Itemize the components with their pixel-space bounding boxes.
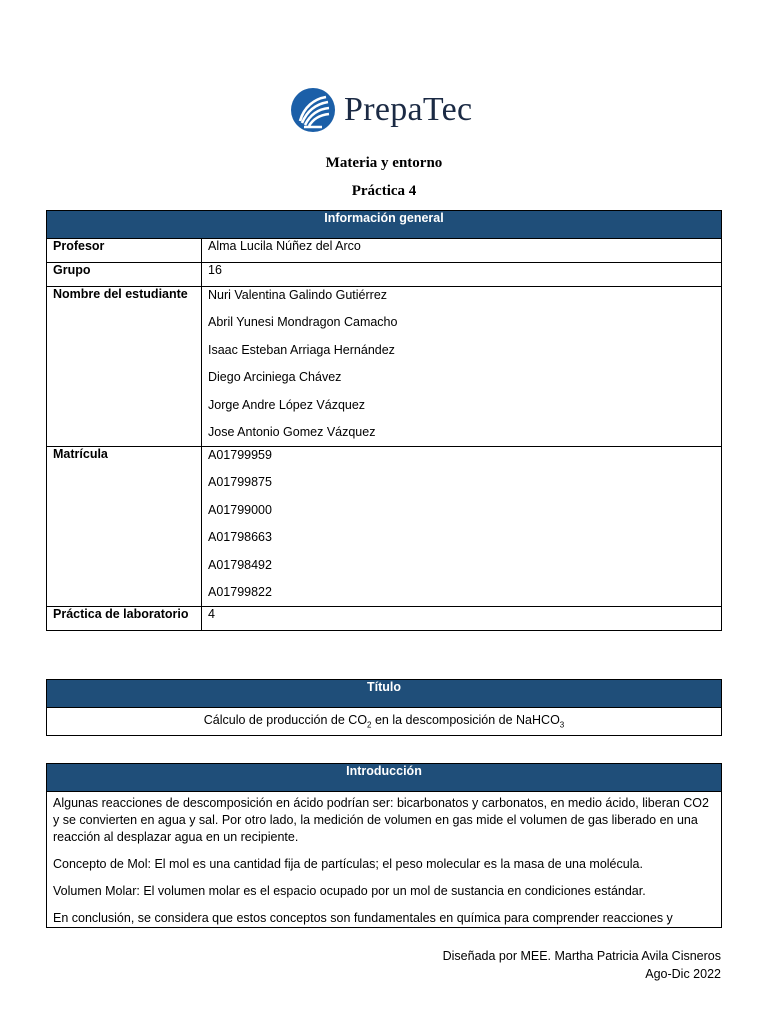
matricula-value: A01799959	[208, 447, 272, 462]
estudiante-name: Jorge Andre López Vázquez	[208, 397, 366, 412]
estudiante-name: Abril Yunesi Mondragon Camacho	[208, 315, 398, 330]
general-info-header: Información general	[47, 211, 722, 239]
introduccion-header: Introducción	[47, 764, 722, 792]
titulo-header: Título	[47, 680, 722, 708]
practica-label: Práctica de laboratorio	[47, 606, 202, 630]
logo-text: PrepaTec	[344, 91, 473, 128]
intro-paragraph: Algunas reacciones de descomposición en ácido podrían ser: bicarbonatos y carbonatos, en medio ácido, liberan CO2 y se convierten en agua y sal. Por otro lado, la medición de volumen en gas mide el volumen de gas liberado en una reacción al desplazar agua en un recipiente.	[53, 796, 709, 844]
estudiante-label: Nombre del estudiante	[47, 287, 202, 447]
estudiante-name: Diego Arciniega Chávez	[208, 370, 342, 385]
course-title: Materia y entorno	[325, 155, 443, 171]
matricula-value: A01798663	[208, 530, 272, 545]
tec-flame-seal-icon	[290, 87, 336, 133]
estudiante-name: Jose Antonio Gomez Vázquez	[208, 424, 376, 439]
matriculas-list	[202, 446, 722, 606]
footer	[443, 947, 721, 983]
matricula-value: A01799875	[208, 475, 272, 490]
profesor-label: Profesor	[47, 239, 202, 263]
profesor-value: Alma Lucila Núñez del Arco	[202, 239, 722, 263]
grupo-value: 16	[202, 263, 722, 287]
estudiante-name: Isaac Esteban Arriaga Hernández	[208, 342, 395, 357]
titulo-text	[47, 708, 722, 736]
practice-title: Práctica 4	[351, 183, 417, 199]
estudiante-name: Nuri Valentina Galindo Gutiérrez	[208, 288, 388, 302]
estudiantes-list	[202, 287, 722, 447]
titulo-table	[46, 679, 722, 736]
general-info-table	[46, 210, 722, 631]
titulo-text-part: en la descomposición de NaHCO	[371, 713, 560, 727]
titulo-subscript: 3	[559, 720, 565, 730]
prepatec-logo	[290, 86, 472, 134]
introduccion-body	[47, 792, 721, 927]
intro-paragraph: Volumen Molar: El volumen molar es el espacio ocupado por un mol de sustancia en condiciones estándar.	[53, 884, 646, 898]
practica-value: 4	[202, 606, 722, 630]
grupo-label: Grupo	[47, 263, 202, 287]
titulo-subscript: 2	[367, 720, 372, 730]
intro-paragraph: Concepto de Mol: El mol es una cantidad fija de partículas; el peso molecular es la masa de una molécula.	[53, 857, 643, 871]
matricula-value: A01799822	[208, 584, 272, 599]
introduccion-cell	[47, 792, 722, 928]
matricula-value: A01799000	[208, 502, 272, 517]
titulo-text-part: Cálculo de producción de CO	[203, 713, 368, 727]
footer-designer: Diseñada por MEE. Martha Patricia Avila Cisneros	[442, 949, 721, 963]
matricula-label: Matrícula	[47, 446, 202, 606]
matricula-value: A01798492	[208, 557, 272, 572]
introduccion-table	[46, 763, 722, 928]
intro-paragraph: En conclusión, se considera que estos conceptos son fundamentales en química para comprender reacciones y	[53, 911, 673, 925]
footer-period: Ago-Dic 2022	[645, 967, 721, 981]
